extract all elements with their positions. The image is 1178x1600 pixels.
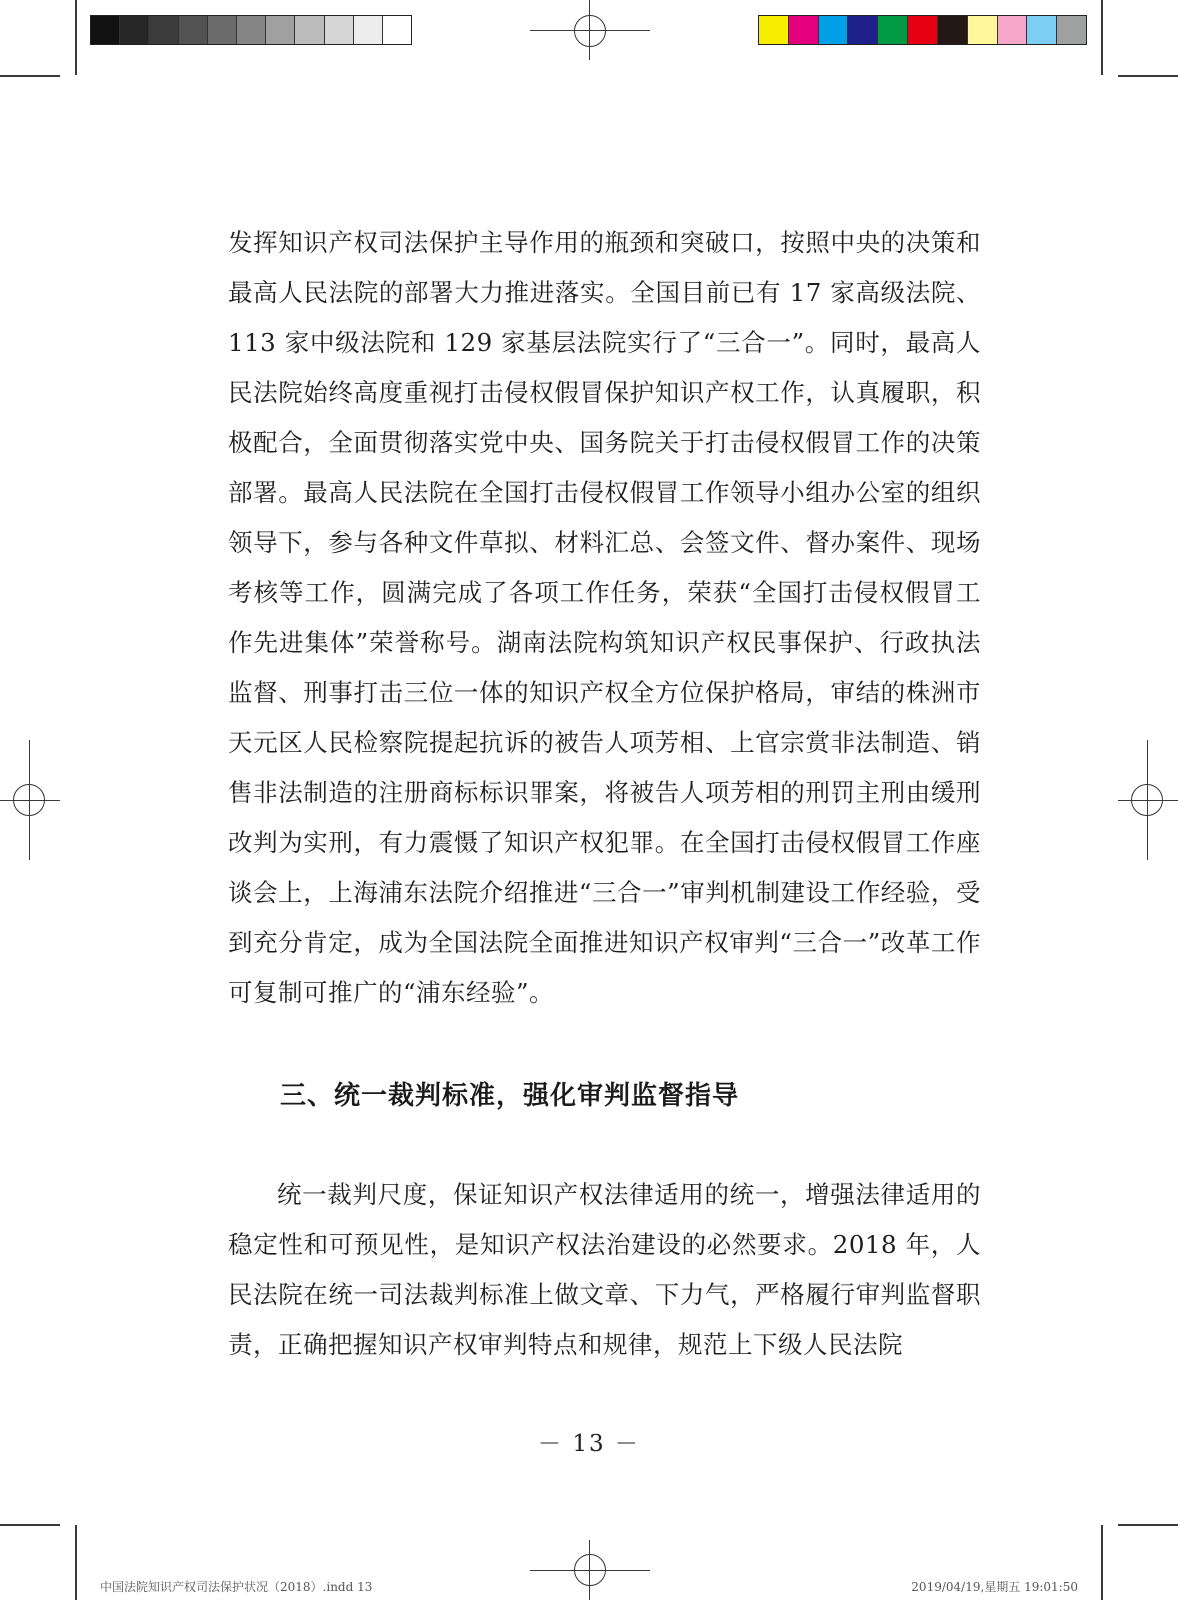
gray-swatch	[266, 16, 295, 44]
crop-mark	[1101, 1525, 1103, 1600]
color-swatch	[759, 16, 789, 44]
crop-mark	[0, 75, 60, 77]
body-text-block	[228, 1170, 981, 1370]
color-swatch	[1027, 16, 1057, 44]
section-heading: 三、统一裁判标准，强化审判监督指导	[280, 1081, 740, 1111]
color-swatch	[1057, 16, 1086, 44]
color-swatch	[998, 16, 1028, 44]
body-paragraph: 统一裁判尺度，保证知识产权法律适用的统一，增强法律适用的稳定性和可预见性，是知识产权法治建设的必然要求。2018 年，人民法院在统一司法裁判标准上做文章、下力气，严格履行审判监督职责，正确把握知识产权审判特点和规律，规范上下级人民法院	[228, 1180, 981, 1359]
crop-mark	[75, 1525, 77, 1600]
color-swatch	[908, 16, 938, 44]
crop-mark	[0, 1524, 60, 1526]
color-swatch	[819, 16, 849, 44]
gray-swatch	[383, 16, 411, 44]
gray-swatch	[325, 16, 354, 44]
gray-swatch	[91, 16, 120, 44]
gray-swatch	[354, 16, 383, 44]
gray-swatch	[208, 16, 237, 44]
body-paragraph: 发挥知识产权司法保护主导作用的瓶颈和突破口，按照中央的决策和最高人民法院的部署大力推进落实。全国目前已有 17 家高级法院、113 家中级法院和 129 家基层法院实行了“三合一”。同时，最高人民法院始终高度重视打击侵权假冒保护知识产权工作，认真履职，积极配合，全面贯彻落实党中央、国务院关于打击侵权假冒工作的决策部署。最高人民法院在全国打击侵权假冒工作领导小组办公室的组织领导下，参与各种文件草拟、材料汇总、会签文件、督办案件、现场考核等工作，圆满完成了各项工作任务，荣获“全国打击侵权假冒工作先进集体”荣誉称号。湖南法院构筑知识产权民事保护、行政执法监督、刑事打击三位一体的知识产权全方位保护格局，审结的株洲市天元区人民检察院提起抗诉的被告人项芳相、上官宗赏非法制造、销售非法制造的注册商标标识罪案，将被告人项芳相的刑罚主刑由缓刑改判为实刑，有力震慑了知识产权犯罪。在全国打击侵权假冒工作座谈会上，上海浦东法院介绍推进“三合一”审判机制建设工作经验，受到充分肯定，成为全国法院全面推进知识产权审判“三合一”改革工作可复制可推广的“浦东经验”。	[228, 228, 981, 1007]
page-number: － 13 －	[538, 1431, 640, 1457]
gray-swatch	[237, 16, 266, 44]
gray-swatch	[149, 16, 178, 44]
crop-mark	[1118, 75, 1178, 77]
file-slug: 中国法院知识产权司法保护状况（2018）.indd 13	[100, 1580, 373, 1594]
color-swatch	[968, 16, 998, 44]
body-text-block	[228, 218, 981, 1018]
timestamp-slug: 2019/04/19,星期五 19:01:50	[911, 1580, 1078, 1594]
color-swatch	[878, 16, 908, 44]
crop-mark	[1101, 0, 1103, 75]
color-swatch	[938, 16, 968, 44]
gray-swatch	[120, 16, 149, 44]
color-swatch	[789, 16, 819, 44]
gray-swatch	[295, 16, 324, 44]
gray-swatch	[179, 16, 208, 44]
crop-mark	[1118, 1524, 1178, 1526]
color-swatch	[848, 16, 878, 44]
gray-calibration-bar	[90, 15, 412, 45]
color-calibration-bar	[758, 15, 1087, 45]
crop-mark	[75, 0, 77, 75]
